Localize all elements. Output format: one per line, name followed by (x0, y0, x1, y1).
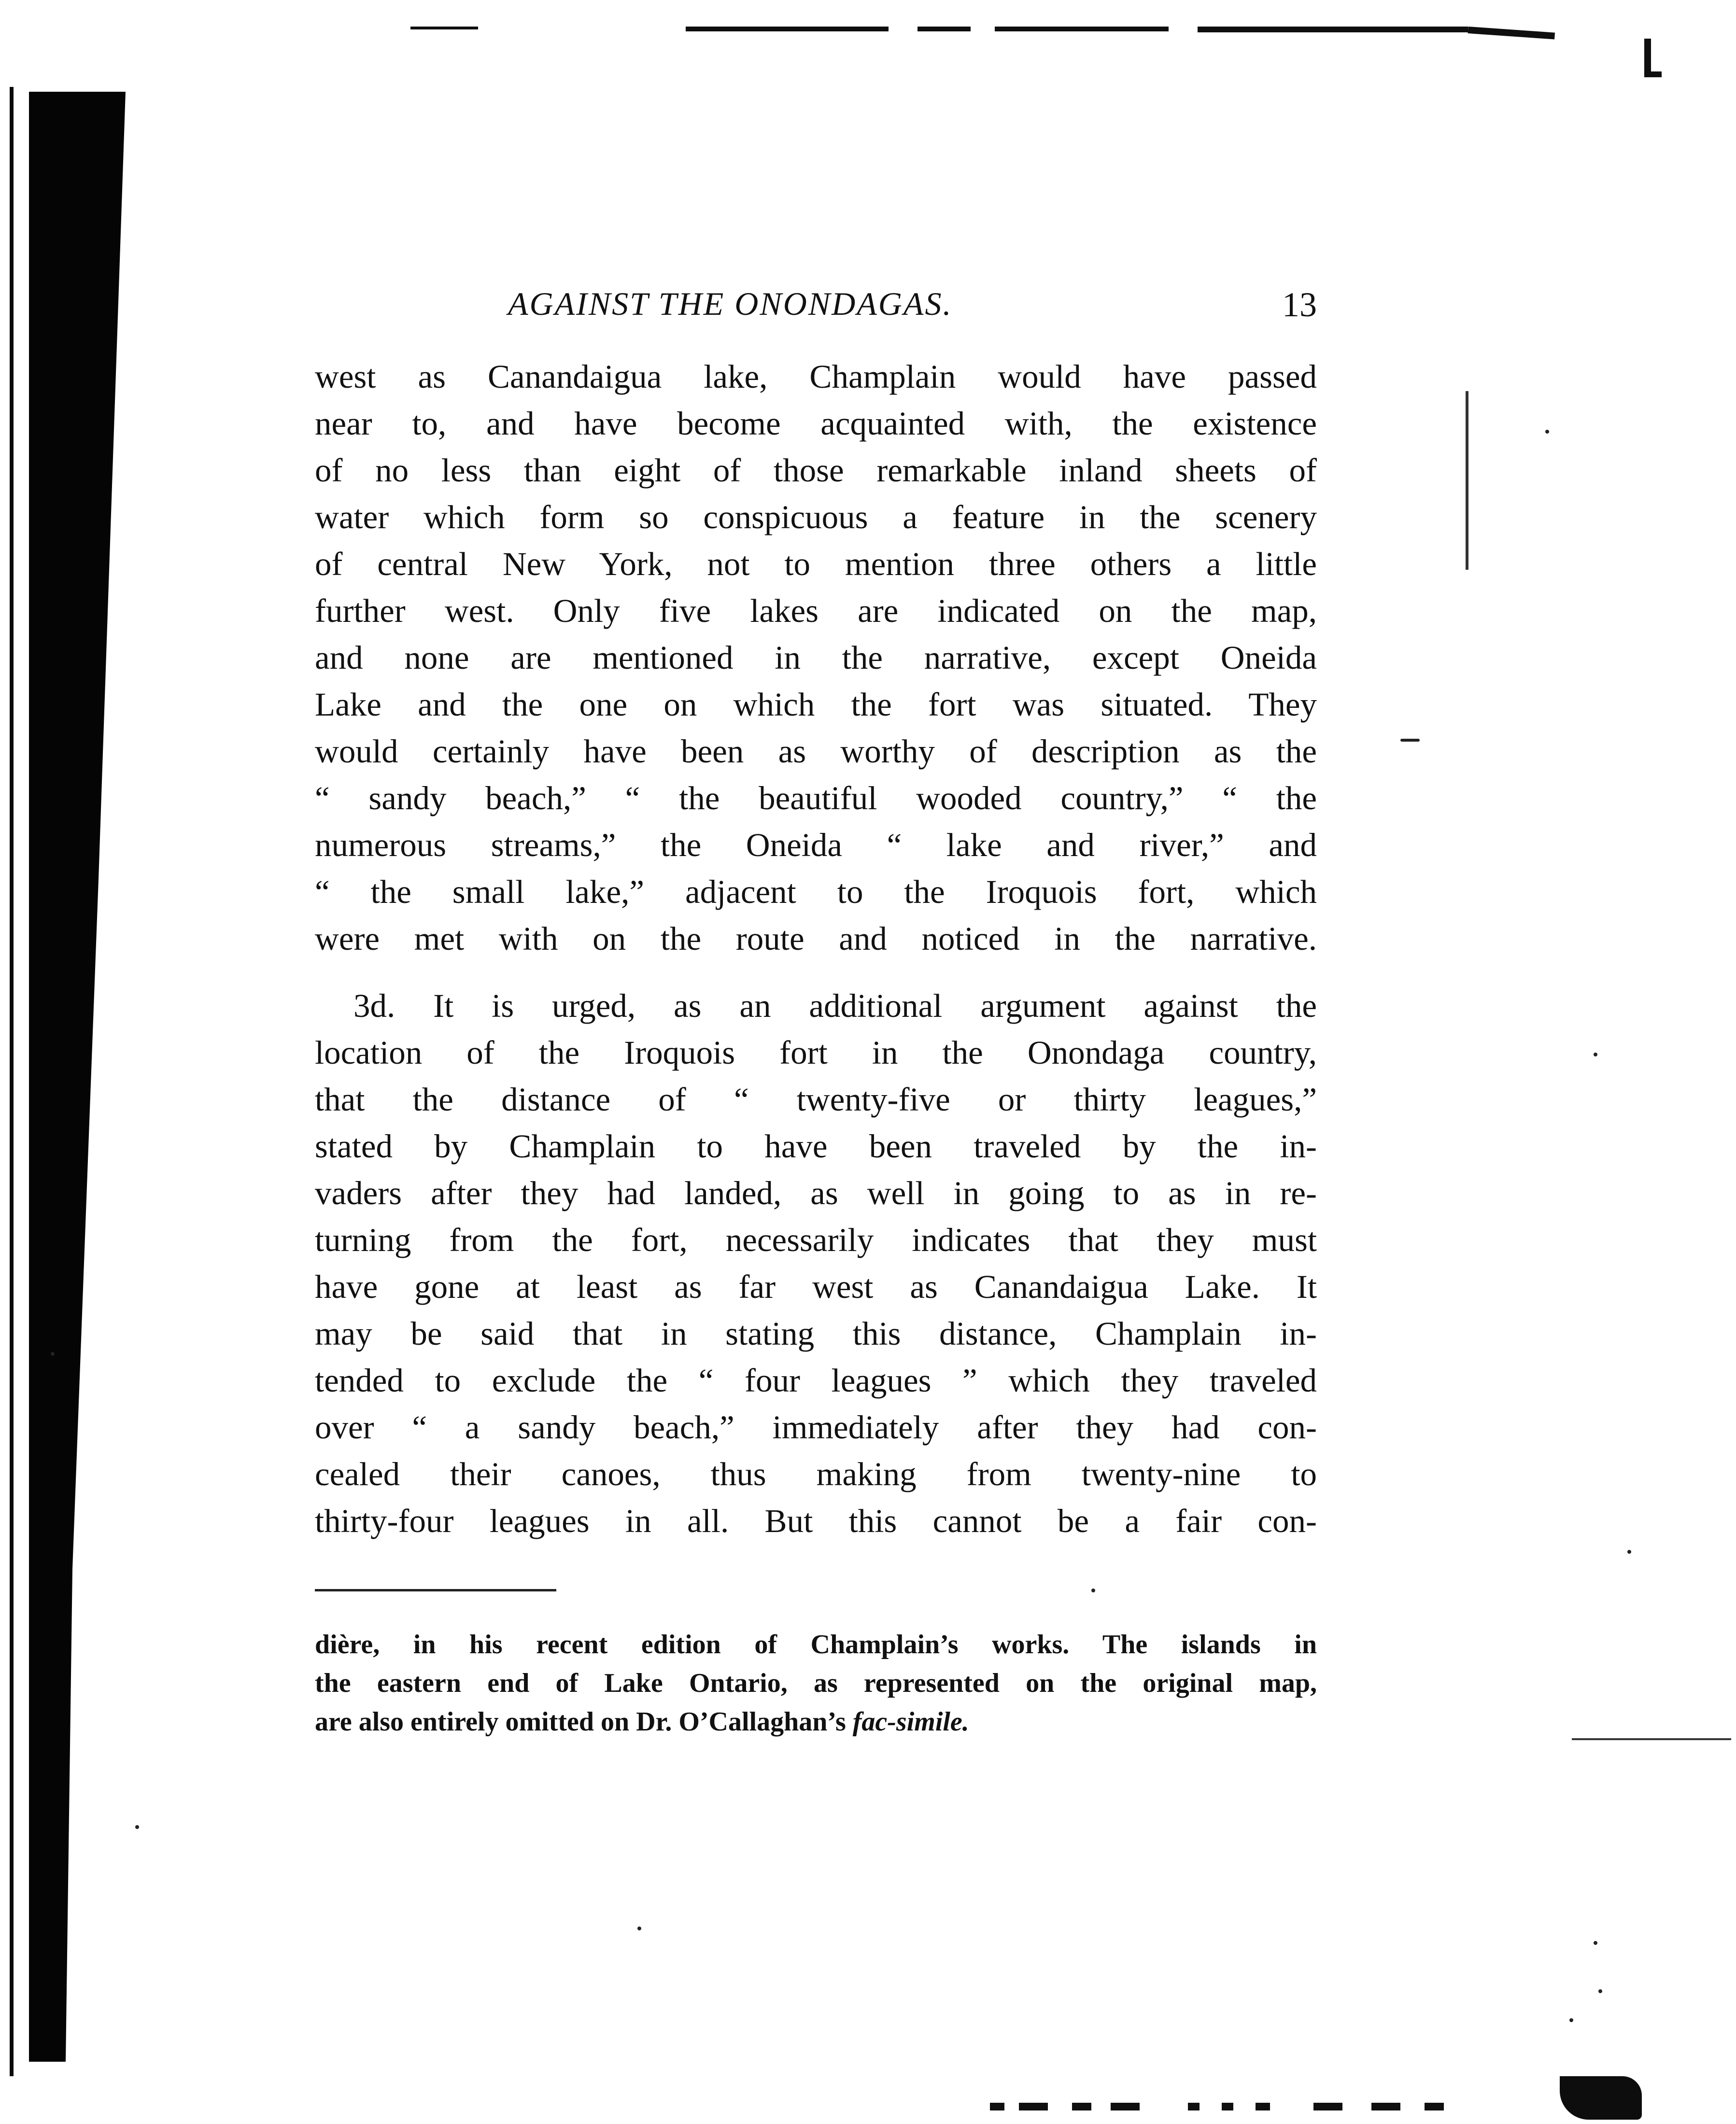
scan-speck (1598, 1989, 1602, 1993)
text-line: turning from the fort, necessarily indicates that they must (315, 1222, 1317, 1258)
text-line: vaders after they had landed, as well in going to as in re- (315, 1175, 1317, 1211)
text-line: would certainly have been as worthy of description as the (315, 733, 1317, 770)
scan-speck (1627, 1550, 1631, 1554)
scan-speck (135, 1825, 139, 1829)
footnote-italic-term: fac-simile. (852, 1707, 969, 1737)
footnote-text: are also entirely omitted on Dr. O’Callaghan’s (315, 1707, 853, 1737)
text-line: may be said that in stating this distance, Champlain in- (315, 1315, 1317, 1352)
binding-shadow (29, 92, 126, 2062)
scan-mark (1572, 1738, 1731, 1740)
text-line: near to, and have become acquainted with, the existence (315, 405, 1317, 442)
text-line: cealed their canoes, thus making from twenty-nine to (315, 1456, 1317, 1492)
page-text (315, 285, 1317, 1741)
scan-mark (1371, 2103, 1400, 2110)
text-line: west as Canandaigua lake, Champlain would have passed (315, 358, 1317, 395)
footnote (315, 1625, 1317, 1741)
scan-speck (1569, 2018, 1573, 2022)
scan-speck (1594, 1941, 1597, 1945)
scan-mark (1256, 2103, 1270, 2110)
scan-mark (917, 27, 971, 31)
text-line: stated by Champlain to have been traveled by the in- (315, 1128, 1317, 1165)
scan-mark (1313, 2103, 1342, 2110)
text-line: that the distance of “ twenty-five or thirty leagues,” (315, 1081, 1317, 1118)
body-text (315, 353, 1317, 1545)
text-line: tended to exclude the “ four leagues ” which they traveled (315, 1362, 1317, 1399)
text-line (315, 983, 1317, 1029)
running-head (315, 285, 1317, 328)
text-line-content: 3d. It is urged, as an additional argument against the (353, 987, 1317, 1024)
text-line: Lake and the one on which the fort was situated. They (315, 686, 1317, 723)
scan-mark (1198, 27, 1468, 32)
text-line: of no less than eight of those remarkable inland sheets of (315, 452, 1317, 489)
scan-speck (51, 1352, 55, 1356)
scan-mark (990, 2103, 1004, 2110)
scan-mark (1222, 2103, 1233, 2110)
scan-speck (637, 1927, 641, 1930)
scan-speck (1545, 430, 1549, 434)
scan-mark (1466, 391, 1468, 570)
scan-speck (1400, 739, 1420, 742)
text-line: “ sandy beach,” “ the beautiful wooded country,” “ the (315, 780, 1317, 816)
footnote-line: dière, in his recent edition of Champlain’s works. The islands in (315, 1630, 1317, 1660)
text-line: numerous streams,” the Oneida “ lake and river,” and (315, 827, 1317, 863)
scan-mark (1560, 2076, 1642, 2120)
paragraph-3d (315, 983, 1317, 1545)
scan-mark (1425, 2103, 1444, 2110)
footnote-line: the eastern end of Lake Ontario, as represented on the original map, (315, 1668, 1317, 1698)
scan-mark (1468, 27, 1555, 40)
running-title: AGAINST THE ONONDAGAS. (508, 285, 953, 322)
scan-gutter-edge (10, 87, 14, 2076)
scan-mark (1644, 39, 1651, 77)
text-line: over “ a sandy beach,” immediately after they had con- (315, 1409, 1317, 1446)
page-number: 13 (1282, 285, 1317, 324)
scan-mark (995, 27, 1169, 31)
text-line: and none are mentioned in the narrative, except Oneida (315, 639, 1317, 676)
text-line: have gone at least as far west as Canandaigua Lake. It (315, 1268, 1317, 1305)
text-line: water which form so conspicuous a feature in the scenery (315, 499, 1317, 535)
scan-mark (1072, 2103, 1091, 2110)
footnote-line (315, 1702, 1317, 1741)
scan-mark (1111, 2103, 1140, 2110)
scan-mark (686, 27, 889, 31)
scan-mark (1188, 2103, 1200, 2110)
scan-mark (410, 27, 478, 29)
footnote-rule (315, 1589, 556, 1591)
text-line: location of the Iroquois fort in the Onondaga country, (315, 1034, 1317, 1071)
text-line: of central New York, not to mention three others a little (315, 546, 1317, 582)
paragraph-continuation (315, 353, 1317, 962)
text-line: thirty-four leagues in all. But this cannot be a fair con- (315, 1503, 1317, 1539)
scan-speck (1594, 1053, 1597, 1056)
text-line: further west. Only five lakes are indicated on the map, (315, 592, 1317, 629)
text-line: were met with on the route and noticed in the narrative. (315, 920, 1317, 957)
text-line: “ the small lake,” adjacent to the Iroquois fort, which (315, 873, 1317, 910)
scan-mark (1019, 2103, 1048, 2110)
